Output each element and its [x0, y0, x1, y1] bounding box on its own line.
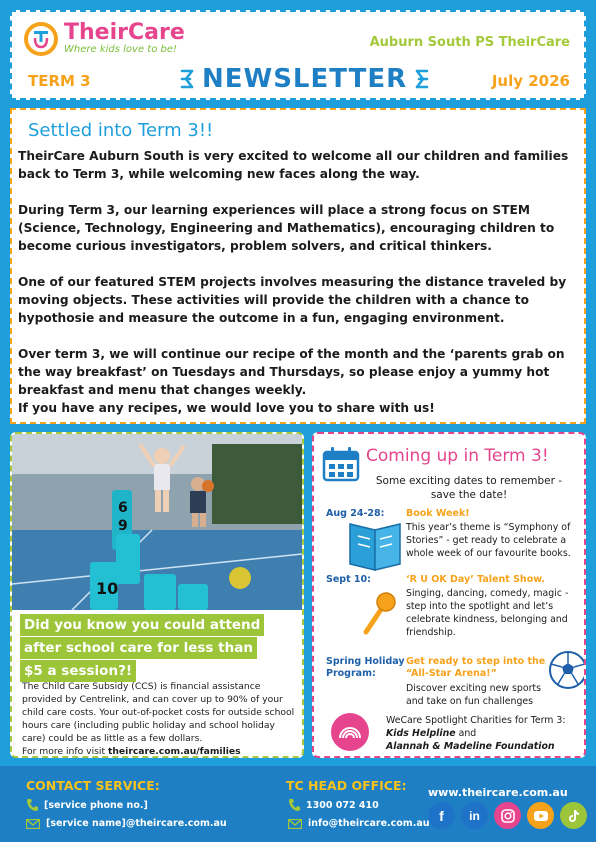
right-flourish-icon [415, 67, 429, 91]
event-date-ruok: Sept 10: [326, 574, 371, 585]
event-date-book-week: Aug 24-28: [326, 508, 385, 519]
school-name: Auburn South PS TheirCare [369, 35, 570, 50]
contact-service-heading: CONTACT SERVICE: [26, 778, 160, 793]
coming-up-subtitle: Some exciting dates to remember - save the date! [375, 475, 563, 501]
svg-text:6: 6 [118, 500, 128, 516]
intro-section [10, 108, 586, 424]
contact-email: [service name]@theircare.com.au [46, 818, 227, 829]
brand-tagline: Where kids love to be! [64, 44, 177, 55]
charity-intro: WeCare Spotlight Charities for Term 3: [386, 715, 566, 726]
social-links [428, 802, 593, 829]
ccs-info [22, 680, 298, 758]
charity-alannah-madeline: Alannah & Madeline Foundation [386, 741, 555, 752]
microphone-icon [362, 590, 398, 636]
coming-up-card [312, 432, 586, 758]
calendar-icon [322, 446, 360, 482]
charity-spotlight [386, 714, 582, 753]
email-icon [26, 819, 40, 829]
soccer-ball-icon [548, 650, 586, 690]
left-flourish-icon [180, 67, 194, 91]
intro-paragraph-4: Over term 3, we will continue our recipe of the month and the ‘parents grab on the way breakfast’ on Tuesdays and Thursdays, so please enjoy a yummy hot breakfast and menu that changes weekly. [18, 347, 565, 397]
wecare-logo-icon [330, 712, 370, 752]
office-email-row[interactable] [288, 818, 430, 829]
intro-paragraph-2: During Term 3, our learning experiences will place a strong focus on STEM (Science, Technology, Engineering and Mathematics), encouraging children to become curious investigators, problem solvers, and critical thinkers. [18, 203, 555, 253]
svg-text:9: 9 [118, 518, 128, 534]
ccs-callout [20, 614, 288, 683]
event-body-book-week: This year’s theme is “Symphony of Stories” - get ready to celebrate a whole week of our favourite books. [406, 522, 571, 559]
brand-name: TheirCare [64, 20, 185, 45]
ccs-text: The Child Care Subsidy (CCS) is financial assistance provided by Centrelink, and can cover up to 90% of your child care costs. Your out-of-pocket costs for outside school hours care (including public holiday and school holiday care) could be as little as a few dollars. [22, 681, 295, 744]
families-link[interactable]: theircare.com.au/families [108, 746, 241, 757]
newsletter-header [10, 10, 586, 100]
term-label: TERM 3 [28, 72, 91, 90]
event-date-spring: Spring Holiday Program: [326, 656, 405, 679]
linkedin-icon[interactable]: in [461, 802, 488, 829]
callout-line-2: after school care for less than [20, 637, 257, 659]
intro-title: Settled into Term 3!! [28, 120, 214, 141]
youtube-icon[interactable] [527, 802, 554, 829]
head-office-heading: TC HEAD OFFICE: [286, 778, 407, 793]
contact-email-row[interactable] [26, 818, 227, 829]
svg-text:10: 10 [96, 579, 119, 598]
office-phone-row[interactable] [288, 798, 379, 812]
intro-paragraph-3: One of our featured STEM projects involves measuring the distance traveled by moving objects. These activities will provide the children with a chance to hypothosie and measure the outcome in a fun, engaging environment. [18, 275, 567, 325]
event-heading-ruok: ‘R U OK Day’ Talent Show. [406, 574, 545, 585]
website-link[interactable]: www.theircare.com.au [428, 786, 568, 799]
contact-phone-row[interactable] [26, 798, 148, 812]
newsletter-title-group [180, 64, 429, 94]
coming-up-title: Coming up in Term 3! [366, 446, 549, 466]
ccs-more-prefix: For more info visit [22, 746, 108, 757]
theircare-logo [24, 22, 185, 56]
instagram-icon[interactable] [494, 802, 521, 829]
event-heading-book-week: Book Week! [406, 508, 470, 519]
callout-line-3: $5 a session?! [20, 660, 136, 682]
issue-date: July 2026 [491, 72, 570, 90]
event-heading-spring: Get ready to step into the “All-Star Arena!” [406, 656, 546, 679]
ccs-card [10, 432, 304, 758]
event-body-spring: Discover exciting new sports and take on fun challenges [406, 683, 541, 707]
charity-kids-helpline: Kids Helpline [386, 728, 456, 739]
children-playing-photo [12, 434, 302, 610]
tiktok-icon[interactable] [560, 802, 587, 829]
facebook-icon[interactable]: f [428, 802, 455, 829]
footer [0, 766, 596, 842]
charity-and: and [455, 728, 477, 739]
intro-paragraph-5: If you have any recipes, we would love you to share with us! [18, 401, 435, 415]
office-email: info@theircare.com.au [308, 818, 430, 829]
callout-line-1: Did you know you could attend [20, 614, 264, 636]
phone-icon [26, 798, 38, 812]
logo-mark-icon [24, 22, 58, 56]
email-icon [288, 819, 302, 829]
phone-icon [288, 798, 300, 812]
newsletter-title: NEWSLETTER [202, 64, 408, 94]
intro-paragraph-1: TheirCare Auburn South is very excited to welcome all our children and families back to Term 3, while welcoming new faces along the way. [18, 149, 569, 181]
contact-phone: [service phone no.] [44, 799, 148, 811]
office-phone: 1300 072 410 [306, 799, 379, 811]
book-icon [346, 520, 404, 572]
event-body-ruok: Singing, dancing, comedy, magic - step into the spotlight and let’s celebrate kindness, belonging and friendship. [406, 588, 569, 638]
